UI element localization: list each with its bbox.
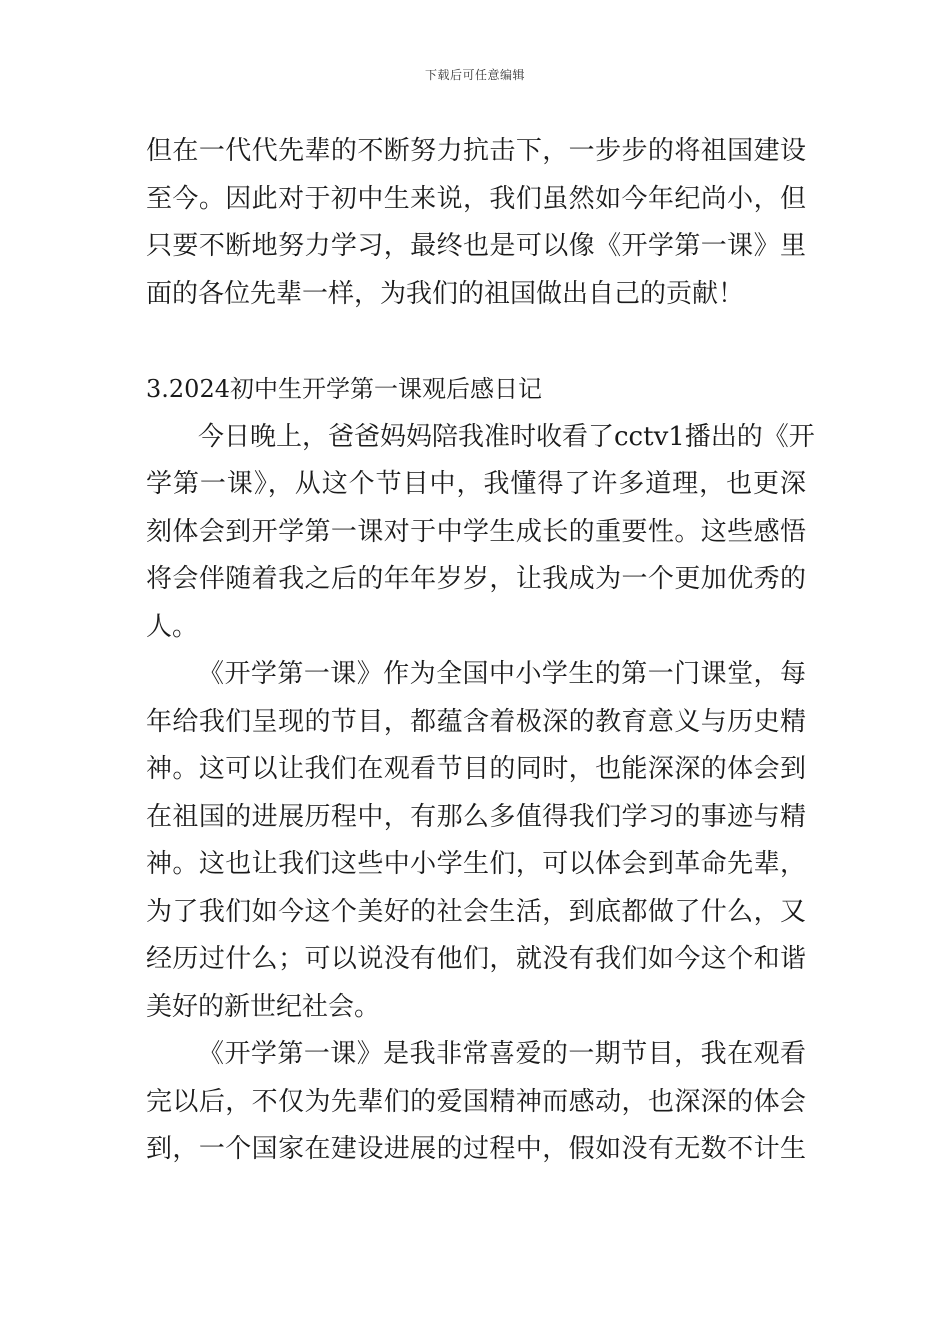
text-line: 今日晚上，爸爸妈妈陪我准时收看了cctv1播出的《开	[198, 421, 815, 452]
paragraph	[146, 128, 806, 318]
section-heading: 3.2024初中生开学第一课观后感日记	[146, 375, 542, 403]
text-line: 学第一课》，从这个节目中，我懂得了许多道理，也更深	[146, 469, 806, 499]
text-line: 在祖国的进展历程中，有那么多值得我们学习的事迹与精	[146, 801, 806, 832]
text-line: 神。这可以让我们在观看节目的同时，也能深深的体会到	[146, 754, 806, 784]
text-line: 年给我们呈现的节目，都蕴含着极深的教育意义与历史精	[146, 706, 806, 737]
text-line: 《开学第一课》是我非常喜爱的一期节目，我在观看	[198, 1039, 806, 1069]
document-body	[146, 128, 815, 1174]
text-line: 将会伴随着我之后的年年岁岁，让我成为一个更加优秀的	[146, 564, 806, 594]
text-line: 只要不断地努力学习，最终也是可以像《开学第一课》里	[146, 231, 806, 261]
paragraph-gap	[146, 318, 806, 366]
text-line: 到，一个国家在建设进展的过程中，假如没有无数不计生	[146, 1134, 806, 1164]
text-line: 为了我们如今这个美好的社会生活，到底都做了什么，又	[146, 896, 806, 927]
text-line: 至今。因此对于初中生来说，我们虽然如今年纪尚小，但	[146, 183, 806, 214]
text-line: 神。这也让我们这些中小学生们，可以体会到革命先辈，	[146, 849, 806, 879]
text-line: 人。	[146, 611, 199, 642]
paragraph	[146, 414, 815, 652]
page-header: 下载后可任意编辑	[424, 68, 525, 82]
text-line: 完以后，不仅为先辈们的爱国精神而感动，也深深的体会	[146, 1086, 806, 1117]
paragraph	[146, 1031, 806, 1174]
text-line: 美好的新世纪社会。	[146, 991, 381, 1022]
text-line: 经历过什么；可以说没有他们，就没有我们如今这个和谐	[146, 944, 806, 974]
text-line: 但在一代代先辈的不断努力抗击下，一步步的将祖国建设	[146, 136, 806, 166]
text-line: 刻体会到开学第一课对于中学生成长的重要性。这些感悟	[146, 516, 806, 547]
text-line: 《开学第一课》作为全国中小学生的第一门课堂，每	[198, 659, 806, 689]
paragraph	[146, 651, 806, 1031]
text-line: 面的各位先辈一样，为我们的祖国做出自己的贡献！	[146, 278, 745, 309]
